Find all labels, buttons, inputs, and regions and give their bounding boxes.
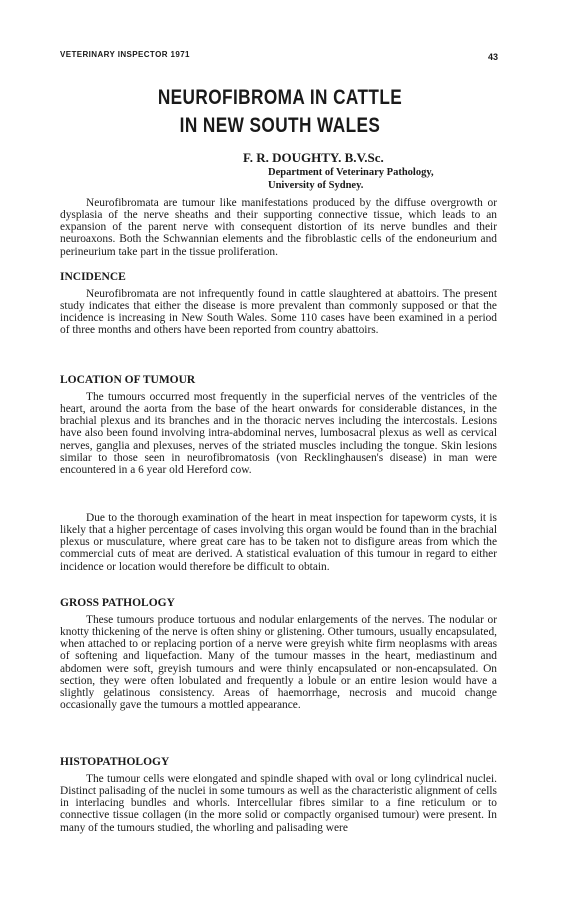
section-heading-incidence: INCIDENCE [60,271,126,283]
article-title-line-1: NEUROFIBROMA IN CATTLE [157,86,403,109]
running-head: VETERINARY INSPECTOR 1971 [60,50,190,59]
histopathology-paragraph: The tumour cells were elongated and spindle shaped with oval or long cylindrical nuclei. Distinct palisading of the nuclei in some tumours as well as the characteristic alignment of cells in interlacing bundles and whorls. Intercellular fibres similar to a fine reticulum or to connective tissue collagen (in the more solid or compactly organised tumour) were present. In many of the tumours studied, the whorling and palisading were [60,773,497,834]
page-number: 43 [487,52,498,62]
location-paragraph-2: Due to the thorough examination of the heart in meat inspection for tapeworm cysts, it is likely that a higher percentage of cases involving this organ would be found than in the brachial plexus or musculature, where great care has to be taken not to disfigure areas from which the commercial cuts of meat are derived. A statistical evaluation of this tumour in regard to either incidence or location would therefore be difficult to obtain. [60,512,497,573]
intro-paragraph: Neurofibromata are tumour like manifestations produced by the diffuse overgrowth or dysplasia of the nerve sheaths and their supporting connective tissue, which leads to an expansion of the parent nerve with consequent distortion of its nerve bundles and their neuroaxons. Both the Schwannian elements and the fibroblastic cells of the endoneurium and perineurium take part in the tissue proliferation. [60,197,497,258]
article-title-line-2: IN NEW SOUTH WALES [179,114,381,137]
author-affiliation-department: Department of Veterinary Pathology, [268,167,434,178]
incidence-paragraph: Neurofibromata are not infrequently found in cattle slaughtered at abattoirs. The present study indicates that either the disease is more prevalent than commonly supposed or that the incidence is increasing in New South Wales. Some 110 cases have been examined in a period of three months and others have been reported from country abattoirs. [60,288,497,337]
author-affiliation-university: University of Sydney. [268,180,364,191]
section-heading-gross-pathology: GROSS PATHOLOGY [60,597,175,609]
location-paragraph-1: The tumours occurred most frequently in the superficial nerves of the ventricles of the heart, around the aorta from the base of the heart onwards for considerable distances, in the brachial plexus and its branches and in the thoracic nerves including the intercostals. Lesions have also been found involving intra-abdominal nerves, lumbosacral plexus as well as cervical nerves, ganglia and plexuses, nerves of the striated muscles including the tongue. Skin lesions similar to those seen in neurofibromatosis (von Recklinghausen's disease) in man were encountered in a 6 year old Hereford cow. [60,391,497,476]
gross-pathology-paragraph: These tumours produce tortuous and nodular enlargements of the nerves. The nodular or knotty thickening of the nerve is often shiny or glistening. Other tumours, usually encapsulated, when attached to or replacing portion of a nerve were greyish white firm neoplasms with areas of softening and liquefaction. Many of the tumour masses in the heart, mediastinum and abdomen were soft, greyish tumours and were thinly encapsulated or non-encapsulated. On section, they were often lobulated and frequently a lobule or an entire lesion would have a slightly gelatinous consistency. Areas of haemorrhage, necrosis and mucoid change occasionally gave the tumours a mottled appearance. [60,614,497,712]
section-heading-location: LOCATION OF TUMOUR [60,374,196,386]
section-heading-histopathology: HISTOPATHOLOGY [60,756,170,768]
author-name: F. R. DOUGHTY. B.V.Sc. [243,150,384,165]
